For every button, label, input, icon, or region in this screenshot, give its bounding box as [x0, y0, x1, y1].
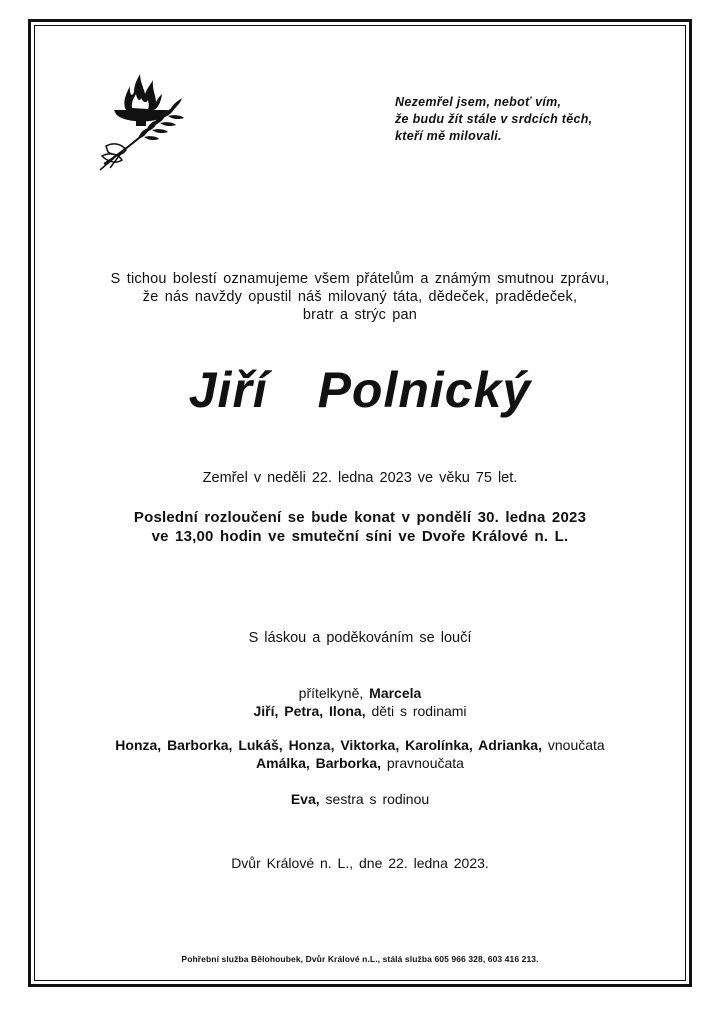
funeral-service-footer: Pohřební služba Bělohoubek, Dvůr Králové n.L., stálá služba 605 966 328, 603 416 213. [181, 954, 539, 964]
sister-name: Eva, [290, 791, 320, 807]
great-grandchildren-line [36, 754, 684, 772]
flame-bowl-laurel-icon [96, 72, 188, 174]
funeral-info [36, 508, 684, 546]
motto-line: kteří mě milovali. [395, 129, 502, 143]
partner-name: Marcela [369, 685, 422, 701]
announcement-text [36, 270, 684, 324]
children-relation: děti s rodinami [371, 703, 467, 719]
family-group-3 [36, 790, 684, 808]
grandchildren-line [36, 736, 684, 754]
grandchildren-names: Honza, Barborka, Lukáš, Honza, Viktorka, Karolínka, Adrianka, [115, 737, 542, 753]
partner-line [36, 684, 684, 702]
grandchildren-relation: vnoučata [547, 737, 605, 753]
great-grandchildren-relation: pravnoučata [386, 755, 464, 771]
funeral-line: Poslední rozloučení se bude konat v pondělí 30. ledna 2023 [133, 509, 587, 526]
motto-line: že budu žít stále v srdcích těch, [395, 112, 593, 126]
great-grandchildren-names: Amálka, Barborka, [256, 755, 381, 771]
announcement-line: bratr a strýc pan [302, 307, 418, 323]
children-line [36, 702, 684, 720]
death-date-text: Zemřel v neděli 22. ledna 2023 ve věku 75 let. [202, 470, 518, 486]
motto-line: Nezemřel jsem, neboť vím, [395, 95, 562, 109]
farewell-text: S láskou a poděkováním se loučí [248, 630, 472, 646]
family-group-2 [36, 736, 684, 772]
announcement-line: že nás navždy opustil náš milovaný táta, dědeček, pradědeček, [142, 289, 578, 305]
partner-relation: přítelkyně, [298, 685, 364, 701]
deceased-name: Jiří Polnický [188, 362, 532, 418]
children-names: Jiří, Petra, Ilona, [253, 703, 366, 719]
family-group-1 [36, 684, 684, 720]
announcement-line: S tichou bolestí oznamujeme všem přátelům a známým smutnou zprávu, [110, 271, 610, 287]
place-date-text: Dvůr Králové n. L., dne 22. ledna 2023. [231, 855, 489, 871]
funeral-line: ve 13,00 hodin ve smuteční síni ve Dvoře Králové n. L. [151, 528, 569, 545]
sister-relation: sestra s rodinou [325, 791, 430, 807]
motto-quote [395, 94, 655, 145]
